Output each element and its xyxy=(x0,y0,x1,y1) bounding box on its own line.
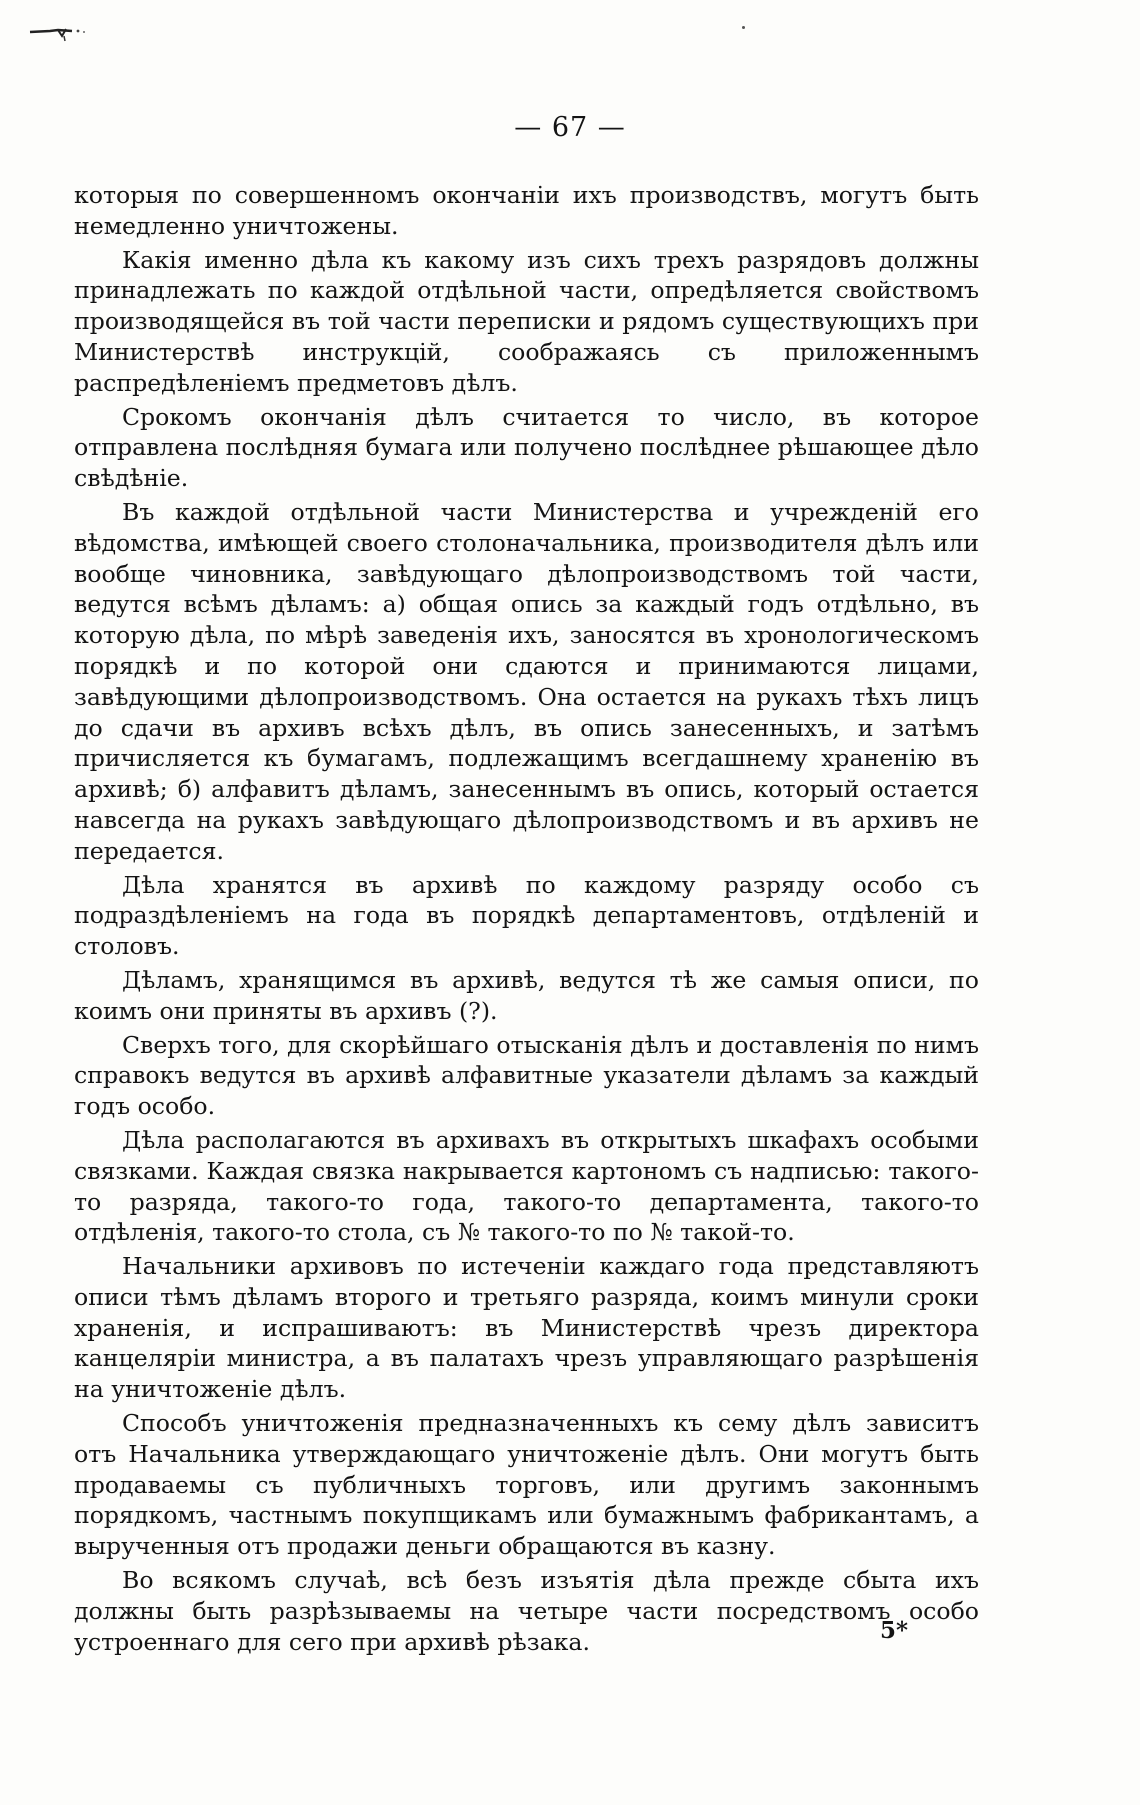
paragraph: Во всякомъ случаѣ, всѣ безъ изъятія дѣла прежде сбыта ихъ должны быть разрѣзываемы на четыре части посредствомъ особо устроеннаго для сего при архивѣ рѣзака. xyxy=(74,1566,979,1656)
page-number: — 67 — xyxy=(514,112,626,143)
paragraph: Въ каждой отдѣльной части Министерства и учрежденій его вѣдомства, имѣющей своего столоначальника, производителя дѣлъ или вообще чиновника, завѣдующаго дѣлопроизводствомъ той части, ведутся всѣмъ дѣламъ: а) общая опись за каждый годъ отдѣльно, въ которую дѣла, по мѣрѣ заведенія ихъ, заносятся въ хронологическомъ порядкѣ и по которой они сдаются и принимаются лицами, завѣдующими дѣлопроизводствомъ. Она остается на рукахъ тѣхъ лицъ до сдачи въ архивъ всѣхъ дѣлъ, въ опись занесенныхъ, и затѣмъ причисляется къ бумагамъ, подлежащимъ всегдашнему храненію въ архивѣ; б) алфавитъ дѣламъ, занесеннымъ въ опись, который остается навсегда на рукахъ завѣдующаго дѣлопроизводствомъ и въ архивъ не передается. xyxy=(74,497,979,865)
paragraph: Сверхъ того, для скорѣйшаго отысканія дѣлъ и доставленія по нимъ справокъ ведутся въ архивѣ алфавитные указатели дѣламъ за каждый годъ особо. xyxy=(74,1030,979,1121)
paragraph: Дѣла располагаются въ архивахъ въ открытыхъ шкафахъ особыми связками. Каждая связка накрывается картономъ съ надписью: такого-то разряда, такого-то года, такого-то департамента, такого-то отдѣленія, такого-то стола, съ № такого-то по № такой-то. xyxy=(74,1125,979,1247)
paragraph: Дѣламъ, хранящимся въ архивѣ, ведутся тѣ же самыя описи, по коимъ они приняты въ архивъ (?). xyxy=(74,965,979,1025)
paragraph: Дѣла хранятся въ архивѣ по каждому разряду особо съ подраздѣленіемъ на года въ порядкѣ департаментовъ, отдѣленій и столовъ. xyxy=(74,870,979,961)
paragraph: Способъ уничтоженія предназначенныхъ къ сему дѣлъ зависитъ отъ Начальника утверждающаго уничтоженіе дѣлъ. Они могутъ быть продаваемы съ публичныхъ торговъ, или другимъ законнымъ порядкомъ, частнымъ покупщикамъ или бумажнымъ фабрикантамъ, а вырученныя отъ продажи деньги обращаются въ казну. xyxy=(74,1409,979,1561)
body-text xyxy=(74,180,979,1660)
paragraph: Какія именно дѣла къ какому изъ сихъ трехъ разрядовъ должны принадлежать по каждой отдѣльной части, опредѣляется свойствомъ производящейся въ той части переписки и рядомъ существующихъ при Министерствѣ инструкцій, соображаясь съ приложеннымъ распредѣленіемъ предметовъ дѣлъ. xyxy=(74,245,979,397)
scan-speck xyxy=(742,26,745,29)
paragraph: которыя по совершенномъ окончаніи ихъ производствъ, могутъ быть немедленно уничтожены. xyxy=(74,181,979,240)
printer-signature-mark: 5* xyxy=(880,1617,909,1644)
paragraph: Начальники архивовъ по истеченіи каждаго года представляютъ описи тѣмъ дѣламъ второго и третьяго разряда, коимъ минули сроки храненія, и испрашиваютъ: въ Министерствѣ чрезъ директора канцеляріи министра, а въ палатахъ чрезъ управляющаго разрѣшенія на уничтоженіе дѣлъ. xyxy=(74,1252,979,1404)
scan-artifact-mark xyxy=(28,26,92,42)
paragraph: Срокомъ окончанія дѣлъ считается то число, въ которое отправлена послѣдняя бумага или получено послѣднее рѣшающее дѣло свѣдѣніе. xyxy=(74,402,979,493)
